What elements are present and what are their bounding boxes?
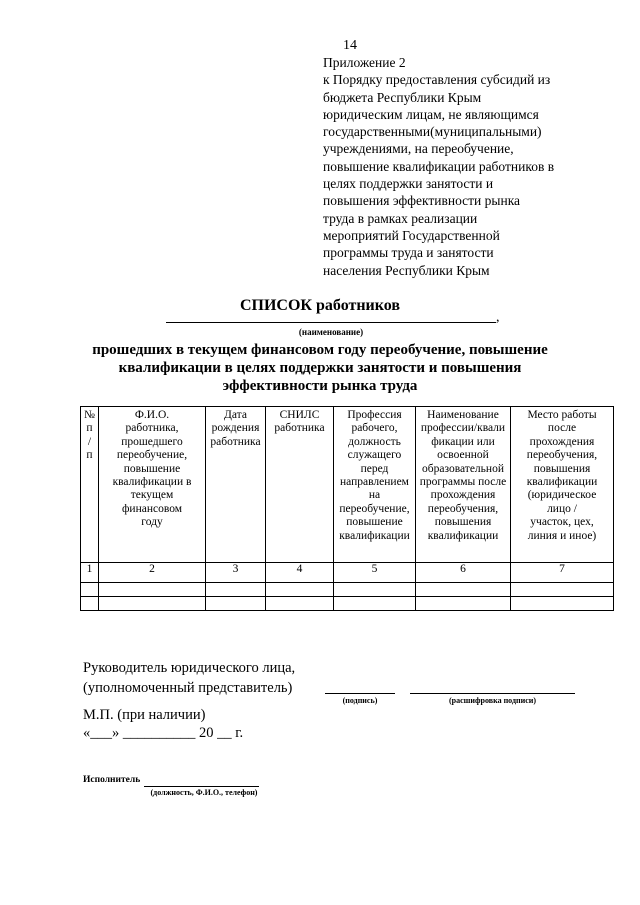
table-cell[interactable]: [416, 597, 511, 611]
table-cell[interactable]: [416, 583, 511, 597]
appendix-line: учреждениями, на переобучение,: [323, 141, 514, 157]
table-cell[interactable]: [99, 597, 206, 611]
header-line: квалификации в: [112, 476, 192, 489]
header-line: квалификации: [526, 476, 598, 489]
table-cell[interactable]: [206, 583, 266, 597]
appendix-line: мероприятий Государственной: [323, 227, 500, 243]
header-line: профессии/квали: [420, 422, 506, 435]
appendix-line: населения Республики Крым: [323, 262, 490, 278]
appendix-line: к Порядку предоставления субсидий из: [323, 72, 551, 88]
header-line: служащего: [347, 449, 402, 462]
appendix-line: бюджета Республики Крым: [323, 89, 482, 105]
header-line: линия и иное): [527, 529, 597, 542]
column-number: 7: [511, 563, 614, 583]
header-line: году: [141, 516, 163, 529]
appendix-line: повышения эффективности рынка: [323, 193, 521, 209]
header-line: квалификации: [339, 529, 410, 542]
header-line: на: [368, 489, 381, 502]
header-line: фикации или: [431, 435, 495, 448]
appendix-line: Приложение 2: [323, 55, 406, 70]
header-line: Место работы: [527, 409, 597, 421]
header-line: п: [86, 422, 93, 435]
appendix-line: программы труда и занятости: [323, 245, 494, 261]
header-full-name: [99, 407, 206, 563]
header-line: текущем: [130, 489, 174, 502]
signature-caption: (подпись): [342, 696, 378, 705]
list-subtitle: [60, 341, 580, 395]
table-row: [81, 583, 614, 597]
subtitle-line: эффективности рынка труда: [222, 378, 418, 394]
table-header-row: [81, 407, 614, 563]
appendix-line: юридическим лицам, не являющимся: [323, 106, 539, 122]
column-number: 4: [266, 563, 334, 583]
seal-label: М.П. (при наличии): [83, 707, 206, 723]
column-number: 1: [81, 563, 99, 583]
signature-decode-field[interactable]: [410, 693, 575, 694]
table-cell[interactable]: [511, 583, 614, 597]
header-line: образовательной: [422, 462, 504, 475]
header-line: лицо /: [547, 502, 577, 515]
appendix-header: [323, 54, 623, 279]
header-line: переобучения,: [526, 449, 598, 462]
header-line: /: [87, 435, 92, 448]
table-cell[interactable]: [81, 597, 99, 611]
header-line: переобучения,: [427, 502, 499, 515]
signature-line-text: Руководитель юридического лица,: [83, 660, 296, 676]
table-row: [81, 597, 614, 611]
header-line: повышения: [434, 516, 492, 529]
header-line: повышение: [346, 516, 403, 529]
header-line: №: [84, 409, 95, 421]
header-program: [416, 407, 511, 563]
header-line: СНИЛС: [279, 409, 320, 421]
header-line: Профессия: [347, 409, 402, 421]
header-line: программы после: [419, 476, 507, 489]
comma: ,: [496, 310, 500, 325]
appendix-line: целях поддержки занятости и: [323, 176, 494, 192]
header-number: [81, 407, 99, 563]
header-birth-date: [206, 407, 266, 563]
subtitle-line: квалификации в целях поддержки занятости и повышения: [118, 360, 522, 376]
header-workplace: [511, 407, 614, 563]
header-line: повышения: [533, 462, 591, 475]
header-profession: [334, 407, 416, 563]
appendix-line: повышение квалификации работников в: [323, 158, 555, 174]
table-cell[interactable]: [81, 583, 99, 597]
header-line: рождения: [211, 422, 260, 435]
header-line: Наименование: [427, 409, 499, 421]
signature-decode-caption: (расшифровка подписи): [448, 696, 537, 705]
signature-field[interactable]: [325, 693, 395, 694]
header-line: финансовом: [121, 502, 183, 515]
table-cell[interactable]: [266, 597, 334, 611]
manager-signature-label: [83, 658, 295, 698]
appendix-line: труда в рамках реализации: [323, 210, 478, 226]
column-number-row: [81, 563, 614, 583]
header-line: Дата: [224, 409, 247, 421]
header-line: участок, цех,: [530, 516, 594, 529]
header-line: должность: [348, 435, 401, 448]
header-line: п: [86, 449, 93, 462]
organization-name-line: [166, 322, 496, 323]
list-title: СПИСОК работников: [239, 297, 401, 314]
workers-table: [80, 406, 614, 611]
header-line: после: [547, 422, 577, 435]
table-cell[interactable]: [511, 597, 614, 611]
table-cell[interactable]: [334, 583, 416, 597]
header-snils: [266, 407, 334, 563]
signature-line-text: (уполномоченный представитель): [83, 680, 293, 696]
column-number: 2: [99, 563, 206, 583]
executor-label: Исполнитель: [83, 775, 141, 785]
table-cell[interactable]: [206, 597, 266, 611]
header-line: Ф.И.О.: [134, 409, 170, 421]
header-line: работника: [274, 422, 325, 435]
table-cell[interactable]: [99, 583, 206, 597]
column-number: 3: [206, 563, 266, 583]
header-line: прохождения: [430, 489, 496, 502]
header-line: повышение: [123, 462, 181, 475]
executor-caption: (должность, Ф.И.О., телефон): [150, 788, 258, 797]
table-cell[interactable]: [334, 597, 416, 611]
date-line: «___» __________ 20 __ г.: [83, 725, 244, 741]
column-number: 6: [416, 563, 511, 583]
header-line: прохождения: [529, 435, 595, 448]
header-line: направлением: [340, 476, 409, 489]
column-number: 5: [334, 563, 416, 583]
header-line: переобучение,: [339, 502, 410, 515]
table-cell[interactable]: [266, 583, 334, 597]
header-line: работника,: [125, 422, 179, 435]
header-line: переобучение,: [116, 449, 188, 462]
header-line: работника: [210, 435, 261, 448]
organization-name-caption: (наименование): [298, 327, 364, 337]
header-line: квалификации: [427, 529, 499, 542]
executor-field[interactable]: [144, 786, 259, 787]
header-line: перед: [360, 462, 389, 475]
page-number: 14: [343, 38, 357, 53]
header-line: рабочего,: [351, 422, 398, 435]
header-line: прошедшего: [121, 435, 183, 448]
header-line: освоенной: [437, 449, 489, 462]
appendix-line: государственными(муниципальными): [323, 124, 542, 140]
header-line: (юридическое: [527, 489, 597, 502]
subtitle-line: прошедших в текущем финансовом году переобучение, повышение: [92, 342, 548, 358]
